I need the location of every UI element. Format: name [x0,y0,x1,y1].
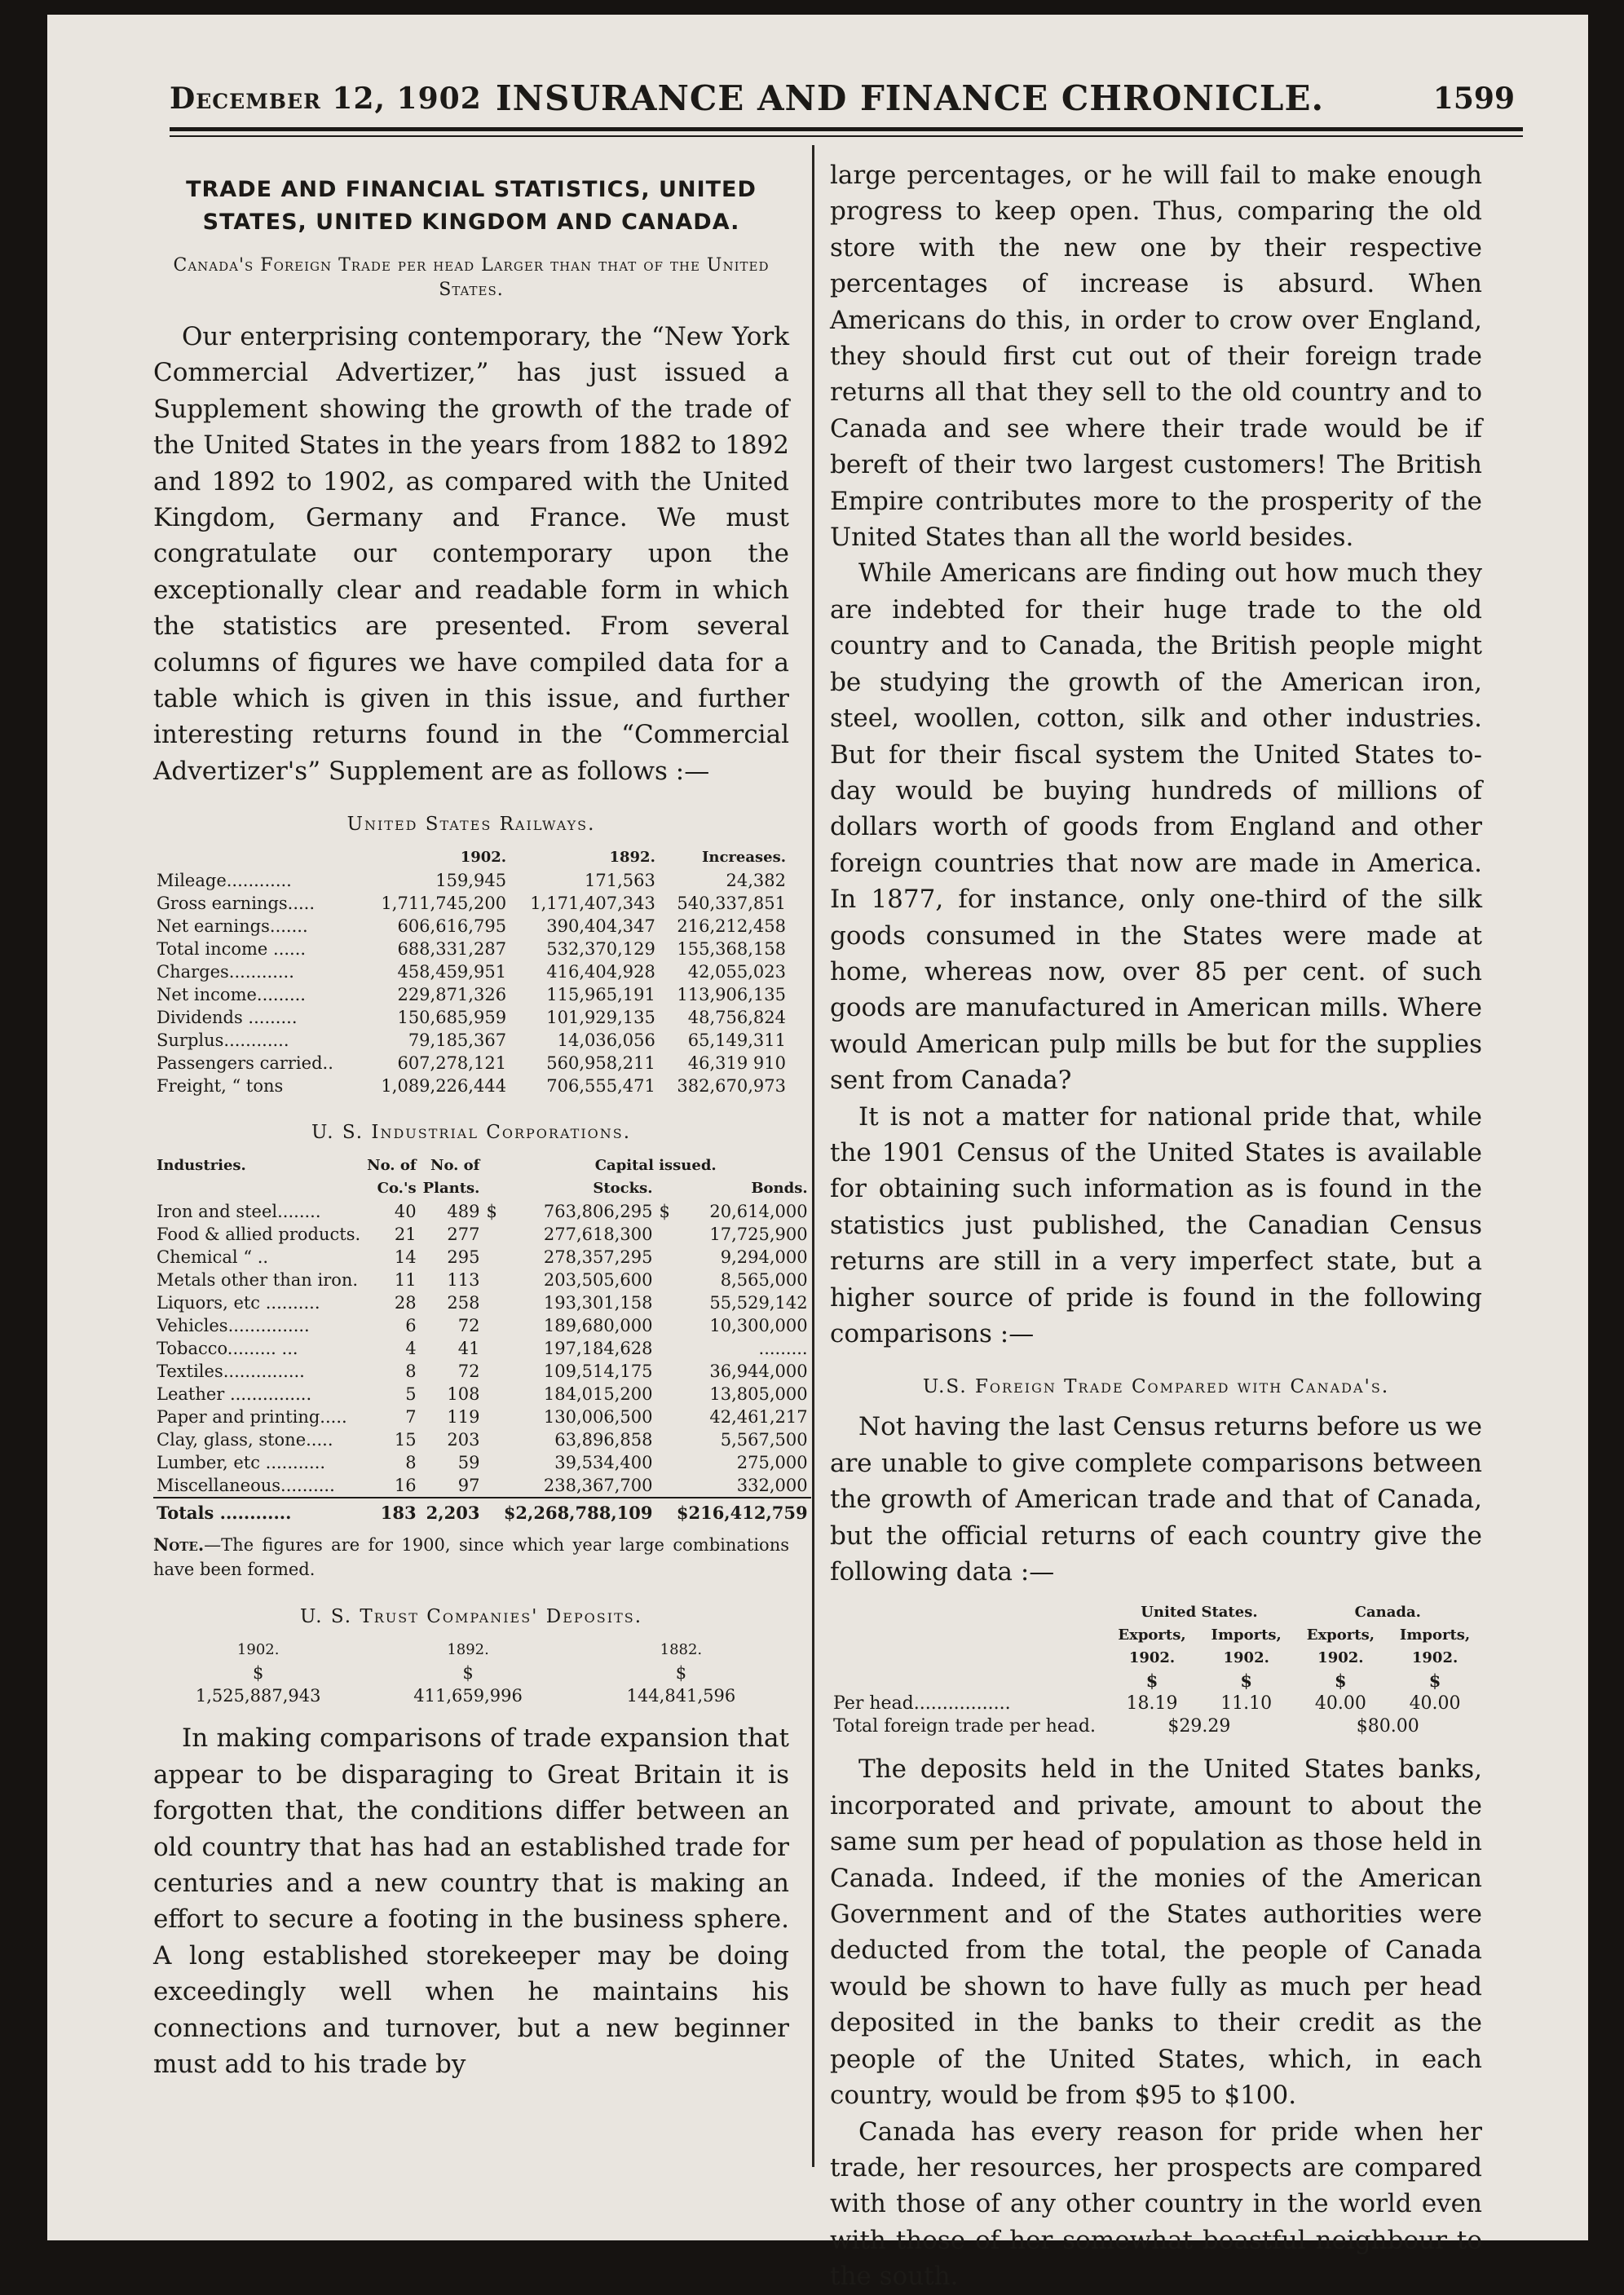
corp-cell-cur [483,1291,500,1314]
railways-cell-v1902: 458,459,951 [397,962,507,982]
corp-cell-plants: 72 [457,1316,480,1336]
railways-cell-label: Total income ...... [157,939,307,960]
corp-cell-cur [483,1428,500,1451]
corporations-row [153,1246,811,1269]
railways-cell-v1902: 159,945 [435,871,507,891]
corporations-body [153,1200,811,1498]
railways-cell-v1902: 688,331,287 [397,939,507,960]
corp-cell-plants: 41 [457,1339,480,1359]
corp-col-cos-b: Co.'s [377,1180,417,1198]
railways-cell-v1892: 560,958,211 [546,1053,655,1074]
railways-row [153,960,789,983]
ft-per-head-ca-imp: 40.00 [1409,1693,1461,1715]
corp-cell-plants: 113 [447,1270,480,1291]
corp-cell-stocks: 763,806,295 [543,1202,653,1222]
railways-row [153,1029,789,1052]
corp-cell-label: Lumber, etc ........... [157,1453,326,1473]
corp-cell-bcur: $ [659,1202,670,1222]
corp-cell-bcur [655,1246,673,1269]
column-divider [812,145,814,2167]
corp-col-bonds: Bonds. [751,1180,808,1198]
corp-cell-cos: 6 [405,1316,417,1336]
railways-row [153,1006,789,1029]
trust-cur-3: $ [675,1663,687,1684]
corp-cell-bcur [655,1451,673,1474]
corp-totals-label: Totals ............ [153,1498,364,1525]
railways-cell-v1892: 115,965,191 [546,985,655,1005]
corp-cell-bcur [655,1269,673,1291]
corp-cell-stocks: 197,184,628 [543,1339,653,1359]
corp-cell-label: Clay, glass, stone..... [157,1430,333,1450]
corp-cell-cos: 5 [405,1384,417,1405]
issue-date: December 12, 1902 [170,82,482,116]
corp-cell-bonds: 5,567,500 [720,1430,808,1450]
corporations-row [153,1223,811,1246]
railways-cell-v1892: 532,370,129 [546,939,655,960]
closing-paragraph-1: The deposits held in the United States banks, incorporated and private, amount to about the same sum per head of population as those held in Canada. Indeed, if the monies of the American Government and of the States authorities were deducted from the total, the people of Canada would be shown to have fully as much per head deposited in the banks to their credit as the people of the United States, which, in each country, would be from $95 to $100. [830,1754,1482,2111]
trust-years-row [153,1639,789,1662]
ft-group-ca: Canada. [1354,1604,1421,1622]
corp-totals-bonds: $216,412,759 [673,1498,811,1525]
corp-cell-bonds: 36,944,000 [709,1362,808,1382]
railways-cell-v1892: 171,563 [585,871,655,891]
railways-cell-v1892: 706,555,471 [546,1076,655,1097]
railways-cell-inc: 540,337,851 [677,894,786,914]
closing-paragraph-2: Canada has every reason for pride when her trade, her resources, her prospects are compared with those of any other country in the world even with those of her somewhat boastful neighbour to the south. [830,2116,1482,2292]
corp-cell-stocks: 130,006,500 [543,1407,653,1428]
railways-cell-v1902: 607,278,121 [397,1053,507,1074]
corp-col-cos-a: No. of [367,1157,417,1175]
publication-title: INSURANCE AND FINANCE CHRONICLE. [496,78,1325,118]
railways-body [153,869,789,1097]
railways-header-row [153,846,789,869]
railways-row [153,938,789,960]
corp-totals-cos: 183 [364,1498,419,1525]
ft-cur-3: $ [1335,1670,1347,1692]
railways-cell-v1902: 150,685,959 [397,1008,507,1028]
corp-cell-stocks: 184,015,200 [543,1384,653,1405]
trust-cur-1: $ [253,1663,264,1684]
corp-cell-label: Paper and printing..... [157,1407,347,1428]
corp-cell-bcur [655,1360,673,1383]
corporations-row [153,1360,811,1383]
railways-cell-inc: 46,319 910 [687,1053,786,1074]
corp-col-industries: Industries. [157,1157,246,1175]
corp-cell-cos: 40 [394,1202,417,1222]
corp-cell-cos: 21 [394,1225,417,1245]
corp-cell-bcur [655,1291,673,1314]
railways-cell-inc: 48,756,824 [687,1008,786,1028]
railways-cell-inc: 113,906,135 [677,985,786,1005]
corp-cell-cur [483,1223,500,1246]
corp-col-plants-a: No. of [430,1157,480,1175]
corp-cell-bcur [655,1428,673,1451]
corp-cell-label: Liquors, etc .......... [157,1293,320,1313]
ft-group-us: United States. [1141,1604,1258,1622]
header-rule [170,127,1523,131]
corp-cell-cur [483,1246,500,1269]
railways-cell-label: Net earnings....... [157,916,308,937]
trust-values-row [153,1684,789,1707]
corp-cell-cos: 11 [394,1270,417,1291]
corp-cell-cos: 28 [394,1293,417,1313]
railways-cell-label: Mileage............ [157,871,292,891]
railways-row [153,869,789,892]
right-paragraph-1: large percentages, or he will fail to make enough progress to keep open. Thus, comparing the old store with the new one by their respective percentages of increase is absurd. When Americans do this, in order to crow over England, they should first cut out of their foreign trade returns all that they sell to the old country and to Canada and see where their trade would be if bereft of their two largest customers! The British Empire contributes more to the prosperity of the United States than all the world besides. [830,161,1482,553]
railways-row [153,983,789,1006]
corp-cell-cur [483,1451,500,1474]
railways-cell-inc: 216,212,458 [677,916,786,937]
corp-header-row-2 [153,1177,811,1200]
ft-per-head-ca-exp: 40.00 [1314,1693,1366,1715]
corp-cell-bonds: 9,294,000 [720,1247,808,1268]
corporations-row [153,1451,811,1474]
corp-cell-cur [483,1474,500,1498]
corp-cell-cur [483,1383,500,1406]
corp-cell-bonds: 8,565,000 [720,1270,808,1291]
corp-cell-bonds: 17,725,900 [709,1225,808,1245]
corp-cell-cos: 8 [405,1362,417,1382]
corp-cell-plants: 59 [457,1453,480,1473]
corp-cell-bonds: 42,461,217 [709,1407,808,1428]
ft-per-head-us-exp: 18.19 [1126,1693,1178,1715]
corp-totals-row [153,1498,811,1525]
trust-deposits-title: U. S. Trust Companies' Deposits. [299,1606,643,1628]
ft-ca-imports: Imports, 1902. [1399,1626,1471,1667]
corp-cell-label: Metals other than iron. [157,1270,359,1291]
intro-paragraph: Our enterprising contemporary, the “New York Commercial Advertizer,” has just issued a Supplement showing the growth of the trade of the United States in the years from 1882 to 1892 and 1892 to 1902, as compared with the United Kingdom, Germany and France. We must congratulate our contemporary upon the exceptionally clear and readable form in which the statistics are presented. From several columns of figures we have compiled data for a table which is given in this issue, and further interesting returns found in the “Commercial Advertizer's” Supplement are as follows :— [153,322,789,786]
railways-col-1902: 1902. [460,849,507,867]
trust-deposits-table [153,1639,789,1707]
corp-cell-stocks: 109,514,175 [543,1362,653,1382]
corporations-row [153,1291,811,1314]
ft-cur-2: $ [1240,1670,1252,1692]
corp-cell-stocks: 277,618,300 [543,1225,653,1245]
corp-cell-bonds: ......... [758,1339,808,1359]
ft-cur-4: $ [1428,1670,1441,1692]
corp-cell-label: Vehicles............... [157,1316,310,1336]
ft-per-head-label: Per head................. [833,1693,1011,1715]
railways-cell-v1902: 1,089,226,444 [381,1076,507,1097]
ft-total-us: $29.29 [1167,1716,1231,1737]
corp-cell-bcur [655,1383,673,1406]
corp-cell-cos: 14 [394,1247,417,1268]
corp-cell-plants: 489 [447,1202,480,1222]
left-closing-paragraph: In making comparisons of trade expansion that appear to be disparaging to Great Britain it is forgotten that, the conditions differ between an old country that has had an established trade for centuries and a new country that is making an effort to secure a footing in the business sphere. A long established storekeeper may be doing exceedingly well when he maintains his connections and turnover, but a new beginner must add to his trade by [153,1723,789,2079]
corp-cell-cur [483,1314,500,1337]
corp-cell-bcur [655,1337,673,1360]
corp-cell-label: Miscellaneous.......... [157,1476,335,1496]
trust-year-1892: 1892. [447,1641,489,1659]
railways-cell-inc: 155,368,158 [677,939,786,960]
trust-value-1902: 1,525,887,943 [195,1686,321,1706]
corp-totals-stocks: $2,268,788,109 [501,1498,656,1525]
corp-cell-bonds: 275,000 [736,1453,808,1473]
corp-cell-bonds: 332,000 [736,1476,808,1496]
railways-cell-inc: 382,670,973 [677,1076,786,1097]
railways-cell-label: Passengers carried.. [157,1053,333,1074]
corp-cell-stocks: 238,367,700 [543,1476,653,1496]
corp-cell-bcur [655,1474,673,1498]
corp-cell-stocks: 203,505,600 [543,1270,653,1291]
railways-cell-v1892: 416,404,928 [546,962,655,982]
railways-cell-v1892: 101,929,135 [546,1008,655,1028]
corporations-row [153,1269,811,1291]
corp-cell-bonds: 55,529,142 [709,1293,808,1313]
corp-cell-cos: 4 [405,1339,417,1359]
newspaper-page [47,15,1588,2292]
corporations-row [153,1200,811,1223]
ft-us-imports: Imports, 1902. [1211,1626,1282,1667]
railways-table-title: United States Railways. [346,814,596,836]
railways-cell-v1902: 606,616,795 [397,916,507,937]
foreign-trade-table [830,1601,1482,1738]
corp-cell-cos: 16 [394,1476,417,1496]
trust-value-1892: 411,659,996 [413,1686,523,1706]
railways-cell-v1892: 390,404,347 [546,916,655,937]
railways-cell-v1902: 229,871,326 [397,985,507,1005]
corporations-row [153,1337,811,1360]
railways-row [153,1052,789,1075]
corp-cell-plants: 97 [457,1476,480,1496]
corporations-row [153,1314,811,1337]
corp-cell-bcur [655,1406,673,1428]
railways-cell-v1892: 1,171,407,343 [530,894,655,914]
trust-year-1902: 1902. [236,1641,280,1659]
corp-cell-cur [483,1406,500,1428]
corp-header-row-1 [153,1154,811,1177]
corp-cell-label: Food & allied products. [157,1225,361,1245]
note-text: —The figures are for 1900, since which year large combinations have been formed. [153,1535,789,1580]
railways-row [153,892,789,915]
article-subheadline: Canada's Foreign Trade per head Larger than that of the United States. [173,255,770,300]
corp-cell-plants: 277 [447,1225,480,1245]
railways-cell-inc: 24,382 [726,871,786,891]
corp-cell-stocks: 193,301,158 [543,1293,653,1313]
corp-cell-label: Chemical “ .. [157,1247,269,1268]
railways-cell-label: Freight, “ tons [157,1076,284,1097]
right-column [830,157,1482,2295]
corp-cell-cos: 7 [405,1407,417,1428]
corp-cell-plants: 295 [447,1247,480,1268]
ft-total-row [830,1715,1482,1738]
left-column [153,157,808,2082]
corp-cell-plants: 72 [457,1362,480,1382]
ft-per-head-row [830,1693,1482,1715]
note-label: Note. [153,1534,205,1556]
railways-cell-label: Dividends ......... [157,1008,298,1028]
corporations-row [153,1474,811,1498]
corporations-table [153,1154,811,1525]
corp-cell-cur: $ [486,1202,497,1222]
corp-cell-cur [483,1360,500,1383]
right-paragraph-3: It is not a matter for national pride that, while the 1901 Census of the United States is available for obtaining such information as is found in the statistics just published, the Canadian Census returns are still in a very imperfect state, but a higher source of pride is found in the following comparisons :— [830,1101,1482,1348]
railways-cell-label: Surplus............ [157,1031,289,1051]
trust-cur-2: $ [462,1663,474,1684]
ft-per-head-us-imp: 11.10 [1220,1693,1273,1715]
railways-col-1892: 1892. [609,849,655,867]
railways-cell-v1902: 1,711,745,200 [381,894,507,914]
corp-cell-label: Leather ............... [157,1384,312,1405]
corporations-row [153,1383,811,1406]
railways-cell-v1892: 14,036,056 [557,1031,655,1051]
railways-col-increases: Increases. [701,849,786,867]
trust-value-1882: 144,841,596 [626,1686,736,1706]
railways-cell-v1902: 79,185,367 [408,1031,507,1051]
corp-cell-stocks: 189,680,000 [543,1316,653,1336]
corp-col-capital: Capital issued. [594,1157,717,1175]
corp-cell-stocks: 63,896,858 [554,1430,653,1450]
railways-cell-label: Charges............ [157,962,294,982]
page-number: 1599 [1432,82,1515,116]
corp-col-stocks: Stocks. [593,1180,653,1198]
corp-cell-plants: 119 [447,1407,480,1428]
page-header [170,72,1539,129]
corp-cell-label: Textiles............... [157,1362,305,1382]
corp-totals-plants: 2,203 [420,1498,483,1525]
corp-cell-bonds: 20,614,000 [709,1202,808,1222]
ft-group-row [830,1601,1482,1624]
foreign-trade-heading: U.S. Foreign Trade Compared with Canada's. [922,1376,1390,1398]
railways-cell-inc: 65,149,311 [687,1031,786,1051]
corp-cell-cur [483,1337,500,1360]
railways-table [153,846,789,1097]
article-headline: TRADE AND FINANCIAL STATISTICS, UNITED STATES, UNITED KINGDOM AND CANADA. [186,177,757,235]
corp-cell-cur [483,1269,500,1291]
railways-cell-label: Gross earnings..... [157,894,316,914]
corp-cell-bonds: 10,300,000 [709,1316,808,1336]
ft-us-exports: Exports, 1902. [1118,1626,1186,1667]
ft-total-ca: $80.00 [1356,1716,1419,1737]
ft-sub-row [830,1624,1482,1670]
corp-col-plants-b: Plants. [422,1180,480,1198]
header-rule-thin [170,135,1523,137]
ft-ca-exports: Exports, 1902. [1306,1626,1375,1667]
corp-cell-cos: 8 [405,1453,417,1473]
corp-note [153,1533,789,1582]
trust-currency-row [153,1662,789,1684]
trust-year-1882: 1882. [660,1641,703,1659]
corp-cell-stocks: 39,534,400 [554,1453,653,1473]
railways-cell-inc: 42,055,023 [687,962,786,982]
corp-cell-stocks: 278,357,295 [543,1247,653,1268]
corporations-table-title: U. S. Industrial Corporations. [311,1122,632,1144]
corporations-row [153,1406,811,1428]
foreign-trade-intro: Not having the last Census returns before us we are unable to give complete comparisons between the growth of American trade and that of Canada, but the official returns of each country give the following data :— [830,1412,1482,1587]
corp-cell-bonds: 13,805,000 [709,1384,808,1405]
railways-cell-label: Net income......... [157,985,306,1005]
right-paragraph-2: While Americans are finding out how much they are indebted for their huge trade to the old country and to Canada, the British people might be studying the growth of the American iron, steel, woollen, cotton, silk and other industries. But for their fiscal system the United States to-day would be buying hundreds of millions of dollars worth of goods from England and other foreign countries that now are made in America. In 1877, for instance, only one-third of the silk goods consumed in the States were made at home, whereas now, over 85 per cent. of such goods are manufactured in American mills. Where would American pulp mills be but for the supplies sent from Canada? [830,558,1482,1096]
corp-cell-label: Tobacco......... ... [157,1339,298,1359]
corp-cell-plants: 108 [447,1384,480,1405]
ft-currency-row [830,1670,1482,1693]
corp-cell-plants: 258 [447,1293,480,1313]
railways-row [153,915,789,938]
corp-cell-plants: 203 [447,1430,480,1450]
corp-cell-bcur [655,1223,673,1246]
corp-cell-label: Iron and steel........ [157,1202,321,1222]
corp-cell-cos: 15 [394,1430,417,1450]
corp-cell-bcur [655,1314,673,1337]
corporations-row [153,1428,811,1451]
ft-total-label: Total foreign trade per head. [833,1716,1096,1737]
ft-cur-1: $ [1145,1670,1158,1692]
railways-row [153,1075,789,1097]
